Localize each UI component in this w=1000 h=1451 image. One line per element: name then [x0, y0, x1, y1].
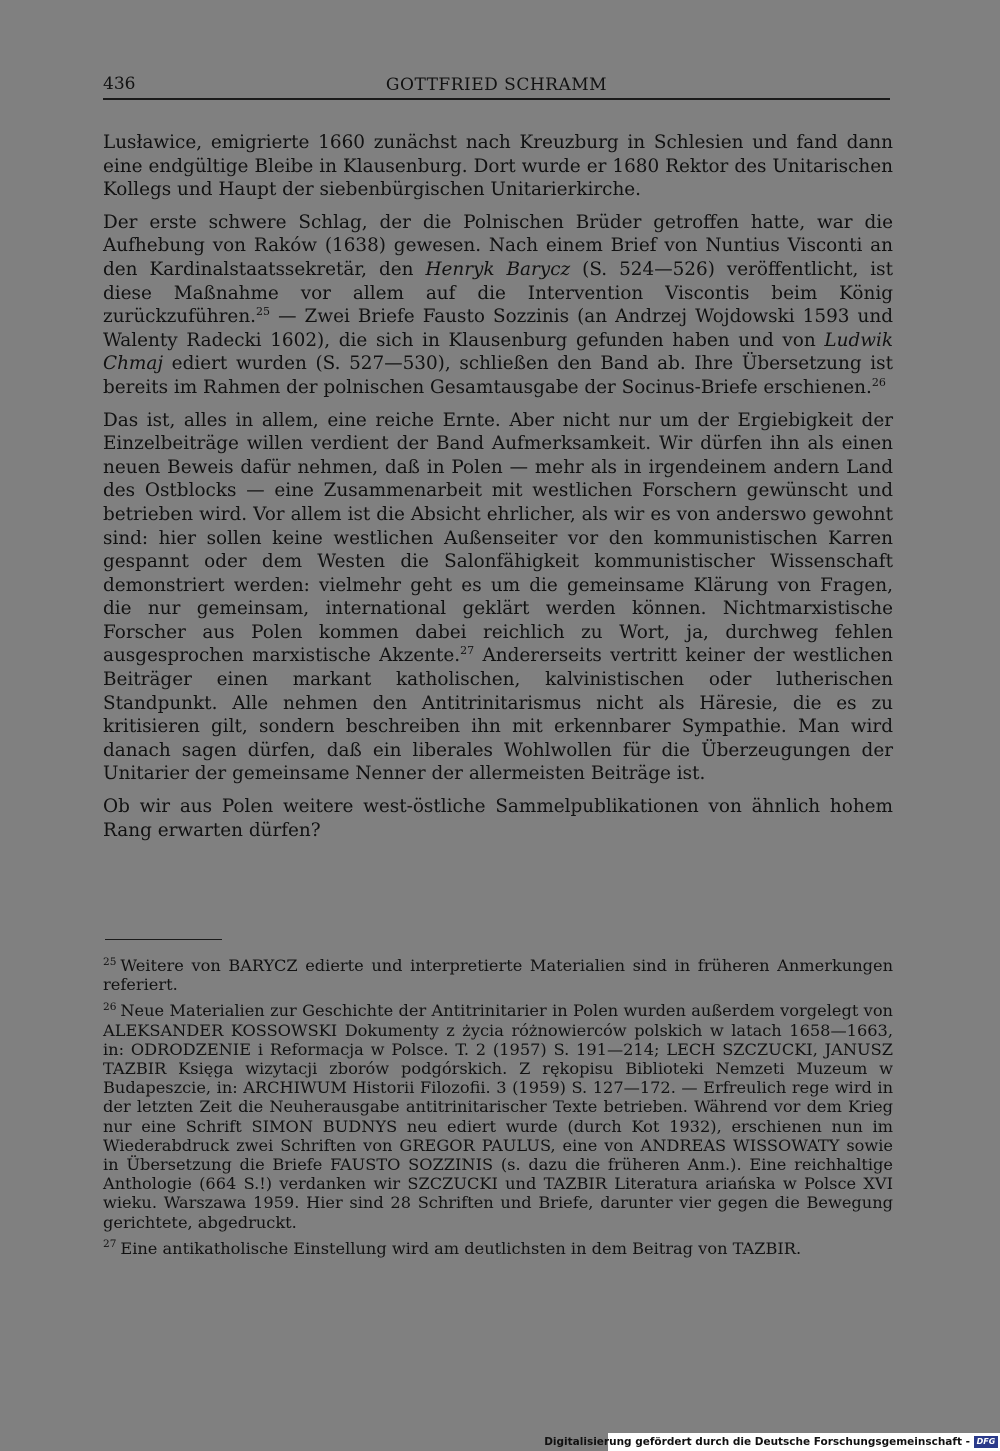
- paragraph: Der erste schwere Schlag, der die Polnischen Brüder getroffen hatte, war die Aufhebung von Raków (1638) gewesen. Nach einem Brief von Nuntius Visconti an den Kardinalstaatssekretär, den Henryk Barycz (S. 524—526) veröffentlicht, ist diese Maßnahme vor allem auf die Intervention Viscontis beim König zurückzuführen.$^{25}$ — Zwei Briefe Fausto Sozzinis (an Andrzej Wojdowski 1593 und Walenty Radecki 1602), die sich in Klausenburg gefunden haben und von Ludwik Chmaj ediert wurden (S. 527—530), schließen den Band ab. Ihre Übersetzung ist bereits im Rahmen der polnischen Gesamtausgabe der Socinus-Briefe erschienen.$^{26}$: [103, 211, 893, 398]
- footnote-mark: 26: [103, 1001, 117, 1014]
- footnote: [103, 1001, 893, 1231]
- footnote-text: Weitere von BARYCZ edierte und interpretierte Materialien sind in früheren Anmerkungen referiert.: [103, 956, 893, 995]
- footnote-ref: 26: [871, 375, 886, 389]
- footnotes: [103, 956, 893, 1265]
- page-header: [103, 72, 890, 100]
- footnote-text: Neue Materialien zur Geschichte der Antitrinitarier in Polen wurden außerdem vorgelegt von ALEKSANDER KOSSOWSKI Dokumenty z życia różnowierców polskich w latach 1658—1663, in: ODRODZENIE i Reformacja w Polsce. T. 2 (1957) S. 191—214; LECH SZCZUCKI, JANUSZ TAZBIR Księga wizytacji zborów podgórskich. Z rękopisu Biblioteki Nemzeti Muzeum w Budapeszcie, in: ARCHIWUM Historii Filozofii. 3 (1959) S. 127—172. — Erfreulich rege wird in der letzten Zeit die Neuherausgabe antitrinitarischer Texte betrieben. Während vor dem Krieg nur eine Schrift SIMON BUDNYS neu ediert wurde (durch Kot 1932), erschienen nun im Wiederabdruck zwei Schriften von GREGOR PAULUS, eine von ANDREAS WISSOWATY sowie in Übersetzung die Briefe FAUSTO SOZZINIS (s. dazu die früheren Anm.). Eine reichhaltige Anthologie (664 S.!) verdanken wir SZCZUCKI und TAZBIR Literatura ariańska w Polsce XVI wieku. Warszawa 1959. Hier sind 28 Schriften und Briefe, darunter vier gegen die Bewegung gerichtete, abgedruckt.: [103, 1001, 893, 1232]
- paragraph: Ob wir aus Polen weitere west-östliche Sammelpublikationen von ähnlich hohem Rang erwarten dürfen?: [103, 796, 893, 841]
- body-text: [103, 131, 893, 851]
- page-number: 436: [103, 74, 136, 94]
- digitization-footer: [544, 1433, 1000, 1451]
- footnote-ref: 27: [460, 644, 475, 658]
- footnote-mark: 25: [103, 955, 117, 968]
- author-name: Ludwik Chmaj: [103, 329, 893, 375]
- footnote-mark: 27: [103, 1238, 117, 1251]
- paragraph: Das ist, alles in allem, eine reiche Ernte. Aber nicht nur um der Ergiebigkeit der Einzelbeiträge willen verdient der Band Aufmerksamkeit. Wir dürfen ihn als einen neuen Beweis dafür nehmen, daß in Polen — mehr als in irgendeinem andern Land des Ostblocks — eine Zusammenarbeit mit westlichen Forschern gewünscht und betrieben wird. Vor allem ist die Absicht ehrlicher, als wir es von anderswo gewohnt sind: hier sollen keine westlichen Außenseiter vor den kommunistischen Karren gespannt oder dem Westen die Salonfähigkeit kommunistischer Wissenschaft demonstriert werden: vielmehr geht es um die gemeinsame Klärung von Fragen, die nur gemeinsam, international geklärt werden können. Nichtmarxistische Forscher aus Polen kommen dabei reichlich zu Wort, ja, durchweg fehlen ausgesprochen marxistische Akzente.$^{27}$ Andererseits vertritt keiner der westlichen Beiträger einen markant katholischen, kalvinistischen oder lutherischen Standpunkt. Alle nehmen den Antitrinitarismus nicht als Häresie, die es zu kritisieren gilt, sondern beschreiben ihn mit erkennbarer Sympathie. Man wird danach sagen dürfen, daß ein liberales Wohlwollen für die Überzeugungen der Unitarier der gemeinsame Nenner der allermeisten Beiträge ist.: [103, 409, 893, 785]
- footnote-ref: 25: [256, 305, 271, 319]
- running-head: GOTTFRIED SCHRAMM: [385, 75, 608, 95]
- footnote: [103, 956, 893, 994]
- footnote-separator: [105, 939, 222, 940]
- paragraph: Lusławice, emigrierte 1660 zunächst nach Kreuzburg in Schlesien und fand dann eine endgültige Bleibe in Klausenburg. Dort wurde er 1680 Rektor des Unitarischen Kollegs und Haupt der siebenbürgischen Unitarierkirche.: [103, 132, 893, 201]
- funding-notice: Digitalisierung gefördert durch die Deutsche Forschungsgemeinschaft -: [544, 1436, 970, 1448]
- footnote-text: Eine antikatholische Einstellung wird am deutlichsten in dem Beitrag von TAZBIR.: [120, 1238, 802, 1258]
- dfg-logo-icon: DFG: [974, 1436, 998, 1448]
- footnote: [103, 1239, 893, 1258]
- author-name: Henryk Barycz: [425, 258, 571, 280]
